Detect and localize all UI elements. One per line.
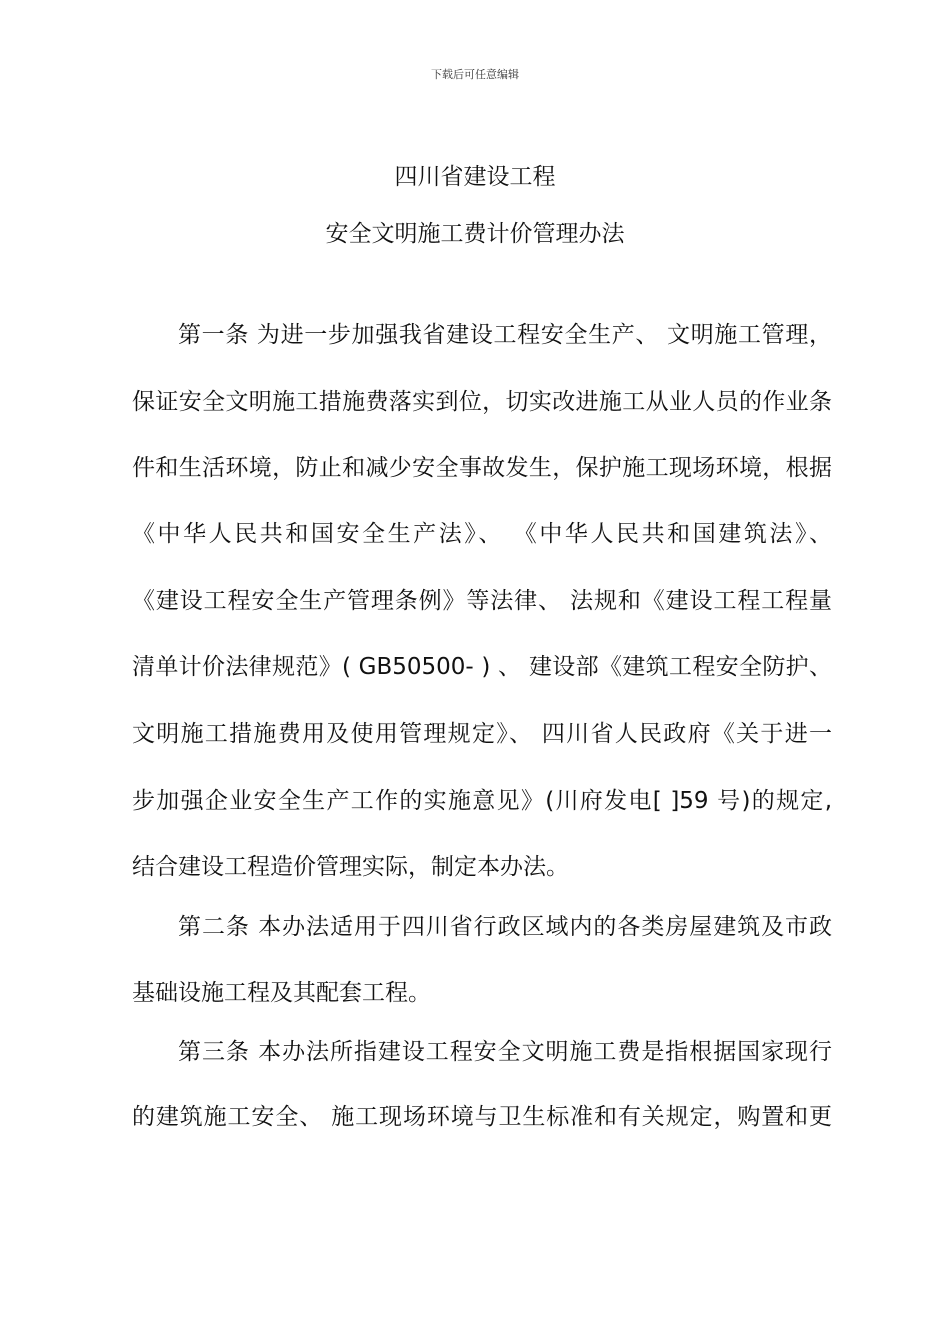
article-1-line-3: 件和生活环境，防止和减少安全事故发生，保护施工现场环境，根据 — [132, 455, 832, 481]
article-1-line-8: 步加强企业安全生产工作的实施意见》(川府发电[ ]59 号)的规定, — [132, 788, 832, 814]
document-title-line-2: 安全文明施工费计价管理办法 — [325, 221, 625, 247]
article-2-line-2: 基础设施工程及其配套工程。 — [132, 980, 431, 1006]
article-1-line-2: 保证安全文明施工措施费落实到位，切实改进施工从业人员的作业条 — [132, 389, 832, 415]
header-note: 下载后可任意编辑 — [431, 68, 519, 81]
article-1-line-5: 《建设工程安全生产管理条例》等法律、 法规和《建设工程工程量 — [132, 588, 832, 614]
article-1-line-6: 清单计价法律规范》( GB50500- ) 、 建设部《建筑工程安全防护、 — [132, 654, 832, 680]
article-3-line-2: 的建筑施工安全、 施工现场环境与卫生标准和有关规定，购置和更 — [132, 1104, 832, 1130]
article-1-line-7: 文明施工措施费用及使用管理规定》、 四川省人民政府《关于进一 — [132, 721, 832, 747]
article-3-line-1: 第三条 本办法所指建设工程安全文明施工费是指根据国家现行 — [178, 1039, 832, 1065]
document-title-line-1: 四川省建设工程 — [394, 164, 556, 190]
article-1-line-4: 《中华人民共和国安全生产法》、 《中华人民共和国建筑法》、 — [132, 521, 832, 547]
article-1-line-1: 第一条 为进一步加强我省建设工程安全生产、 文明施工管理， — [178, 322, 832, 348]
article-2-line-1: 第二条 本办法适用于四川省行政区域内的各类房屋建筑及市政 — [178, 914, 832, 940]
article-1-line-9: 结合建设工程造价管理实际，制定本办法。 — [132, 854, 569, 880]
